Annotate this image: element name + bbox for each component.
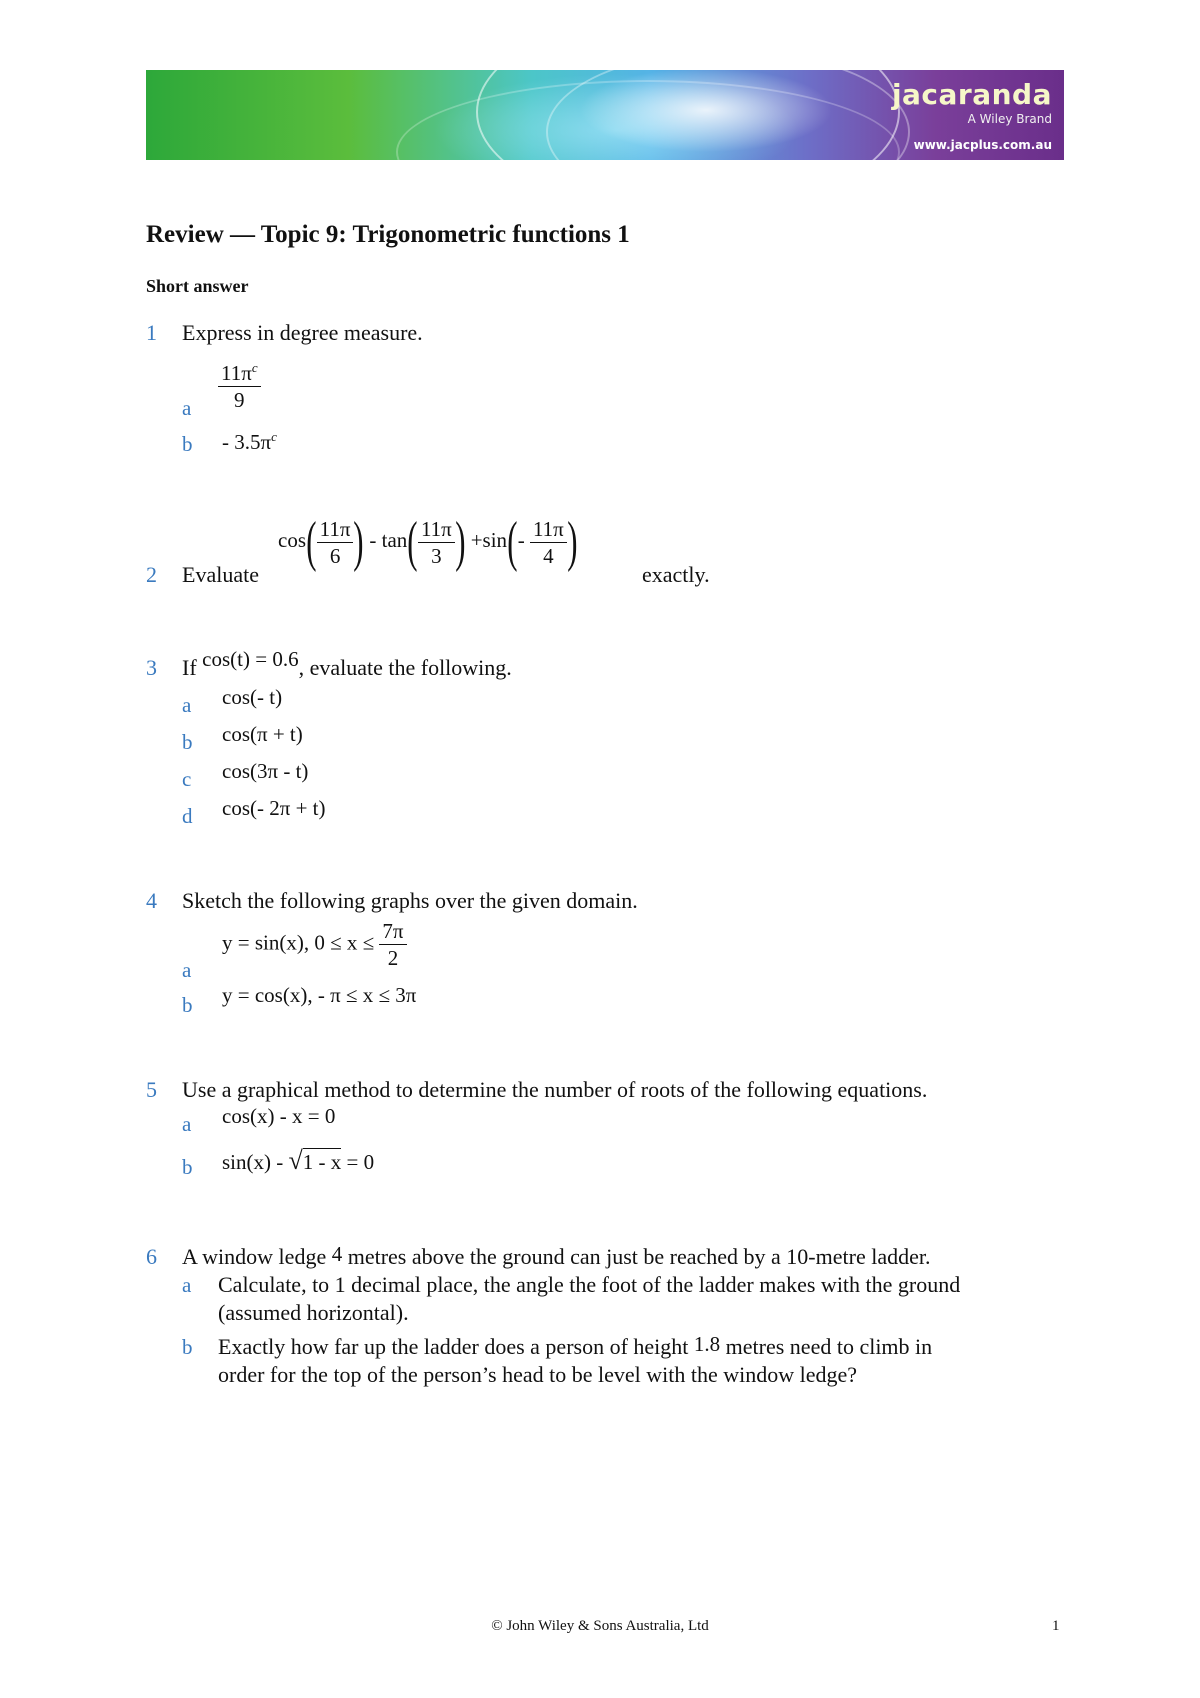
sub-letter: a (182, 1273, 192, 1297)
sub-letter: a (182, 958, 192, 982)
brand-url[interactable]: www.jacplus.com.au (913, 138, 1052, 152)
question-text: Use a graphical method to determine the number of roots of the following equations. (182, 1077, 928, 1102)
sub-letter: c (182, 767, 192, 791)
page-number: 1 (1052, 1618, 1060, 1634)
question-number: 3 (146, 655, 157, 680)
section-heading: Short answer (146, 276, 249, 296)
tan-fn: tan (381, 527, 408, 552)
q5a-expression: cos(x) - x = 0 (222, 1104, 336, 1128)
sub-letter: b (182, 1335, 193, 1359)
value: 1.8 (693, 1332, 721, 1356)
numerator: 11π (530, 516, 567, 543)
q3d-expression: cos(- 2π + t) (222, 796, 326, 820)
fraction (218, 355, 261, 413)
radicand: 1 - x (302, 1150, 342, 1174)
denominator: 4 (543, 543, 554, 568)
sub-letter: a (182, 1112, 192, 1136)
denominator: 2 (387, 946, 399, 970)
denominator: 9 (234, 388, 245, 412)
expression: = 0 (341, 1150, 375, 1174)
question-text: Evaluate (182, 562, 259, 587)
question-prefix: If (182, 655, 197, 680)
expression: sin(x) - (222, 1150, 284, 1174)
brand-block (892, 80, 1052, 152)
cos-fn: cos (278, 527, 306, 552)
text: Exactly how far up the ladder does a person of height (218, 1334, 694, 1359)
q1b-expression (222, 429, 277, 455)
numerator: 11π (418, 516, 455, 543)
operator: - (369, 527, 377, 552)
page-title: Review — Topic 9: Trigonometric functions 1 (146, 221, 630, 248)
question-text-suffix: exactly. (642, 562, 710, 587)
question-number: 2 (146, 562, 157, 587)
sub-letter: b (182, 1155, 193, 1179)
brand-tagline: A Wiley Brand (967, 112, 1052, 126)
sin-fn: sin (482, 527, 508, 552)
q3c-expression: cos(3π - t) (222, 759, 309, 783)
sqrt-symbol: √ (288, 1146, 303, 1175)
question-number: 4 (146, 888, 157, 913)
operator: + (470, 527, 483, 552)
q5b-expression (222, 1146, 374, 1176)
sub-letter: b (182, 993, 193, 1017)
q6a-text: (assumed horizontal). (218, 1300, 409, 1325)
numerator: 11π (317, 516, 354, 543)
denominator: 3 (431, 543, 442, 568)
q3a-expression: cos(- t) (222, 685, 283, 709)
q1a-expression (218, 355, 261, 413)
question-number: 6 (146, 1244, 157, 1269)
sub-letter: b (182, 730, 193, 754)
radian-mark: c (271, 429, 277, 444)
q6a-text: Calculate, to 1 decimal place, the angle the foot of the ladder makes with the ground (218, 1272, 961, 1297)
expression: - 3.5π (222, 430, 272, 454)
expression: y = sin(x), 0 ≤ x ≤ (222, 930, 375, 955)
value: 4 (331, 1242, 343, 1266)
question-number: 5 (146, 1077, 157, 1102)
q2-expression: cos( $\frac{11\pi}{6}$ ) - tan( $\frac{11\pi}{3}$ ) +sin(- $\frac{11\pi}{4}$ ) (278, 511, 578, 573)
brand-logo: jacaranda (891, 78, 1052, 111)
question-number: 1 (146, 320, 157, 345)
text: A window ledge (182, 1244, 332, 1269)
footer-copyright: © John Wiley & Sons Australia, Ltd (491, 1618, 709, 1634)
denominator: 6 (329, 543, 341, 568)
question-text (182, 1244, 930, 1270)
header-banner (146, 70, 1064, 160)
sub-letter: d (182, 804, 193, 828)
q3b-expression: cos(π + t) (222, 722, 303, 746)
text: metres need to climb in (720, 1334, 933, 1359)
radian-mark: c (251, 360, 258, 375)
q4a-expression (222, 918, 407, 971)
operator: - (517, 527, 525, 552)
question-suffix: , evaluate the following. (298, 655, 512, 680)
text: metres above the ground can just be reached by a 10-metre ladder. (342, 1244, 931, 1269)
sub-letter: a (182, 693, 192, 717)
q6b-text: order for the top of the person’s head to be level with the window ledge? (218, 1362, 858, 1387)
sub-letter: a (182, 396, 192, 420)
numerator: 7π (379, 918, 406, 945)
sub-letter: b (182, 432, 193, 456)
question-text: Sketch the following graphs over the given domain. (182, 888, 638, 913)
given-expression: cos(t) = 0.6 (202, 647, 299, 671)
question-text (182, 647, 512, 681)
numerator: 11π (221, 361, 252, 385)
q4b-expression: y = cos(x), - π ≤ x ≤ 3π (222, 983, 417, 1007)
question-text: Express in degree measure. (182, 320, 423, 345)
q6b-text (218, 1334, 932, 1360)
